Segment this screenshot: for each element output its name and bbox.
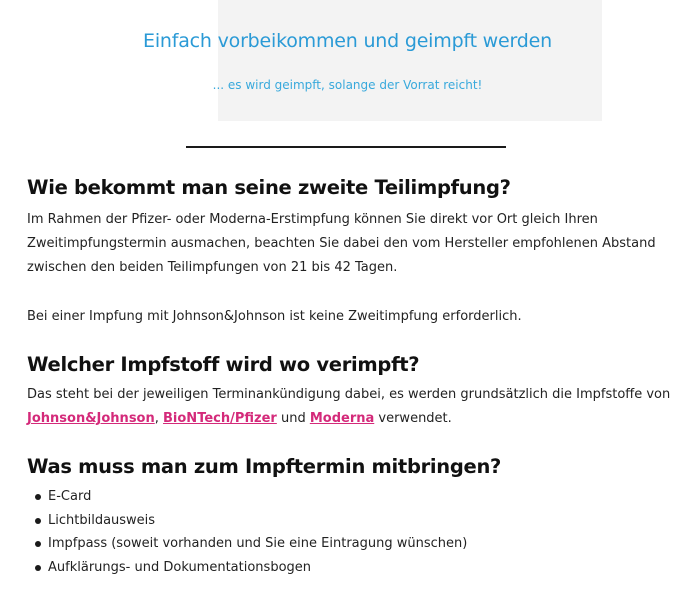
banner-box xyxy=(218,0,602,121)
main-content xyxy=(27,172,677,579)
vaccine-separator-1: , xyxy=(154,411,164,426)
paragraph-second-dose: Im Rahmen der Pfizer- oder Moderna-Erstimpfung können Sie direkt vor Ort gleich Ihren Zweitimpfungstermin ausmachen, beachten Sie dabei den vom Hersteller empfohlenen Abstand zwischen den beiden Teilimpfungen von 21 bis 42 Tagen. xyxy=(27,212,656,275)
heading-bring-along: Was muss man zum Impftermin mitbringen? xyxy=(27,455,502,478)
paragraph-vaccine-type xyxy=(27,383,677,431)
vaccine-text-before: Das steht bei der jeweiligen Terminankündigung dabei, es werden grundsätzlich die Impfstoffe von xyxy=(27,387,671,402)
list-item-consent-form: Aufklärungs- und Dokumentationsbogen xyxy=(27,556,677,580)
banner-title: Einfach vorbeikommen und geimpft werden xyxy=(143,30,552,52)
link-moderna[interactable]: Moderna xyxy=(309,411,375,426)
bring-along-list xyxy=(27,485,677,579)
divider xyxy=(186,146,506,148)
list-item-ecard: E-Card xyxy=(27,485,677,509)
list-item-vaccination-pass: Impfpass (soweit vorhanden und Sie eine Eintragung wünschen) xyxy=(27,532,677,556)
link-johnson-johnson[interactable]: Johnson&Johnson xyxy=(27,411,155,426)
vaccine-text-after: verwendet. xyxy=(374,411,452,426)
paragraph-johnson: Bei einer Impfung mit Johnson&Johnson ist keine Zweitimpfung erforderlich. xyxy=(27,309,522,324)
heading-second-dose: Wie bekommt man seine zweite Teilimpfung? xyxy=(27,176,511,199)
vaccine-separator-2: und xyxy=(276,411,310,426)
list-item-photo-id: Lichtbildausweis xyxy=(27,509,677,533)
heading-vaccine-type: Welcher Impfstoff wird wo verimpft? xyxy=(27,353,420,376)
link-biontech-pfizer[interactable]: BioNTech/Pfizer xyxy=(163,411,277,426)
banner-subtitle: ... es wird geimpft, solange der Vorrat reicht! xyxy=(212,78,483,92)
